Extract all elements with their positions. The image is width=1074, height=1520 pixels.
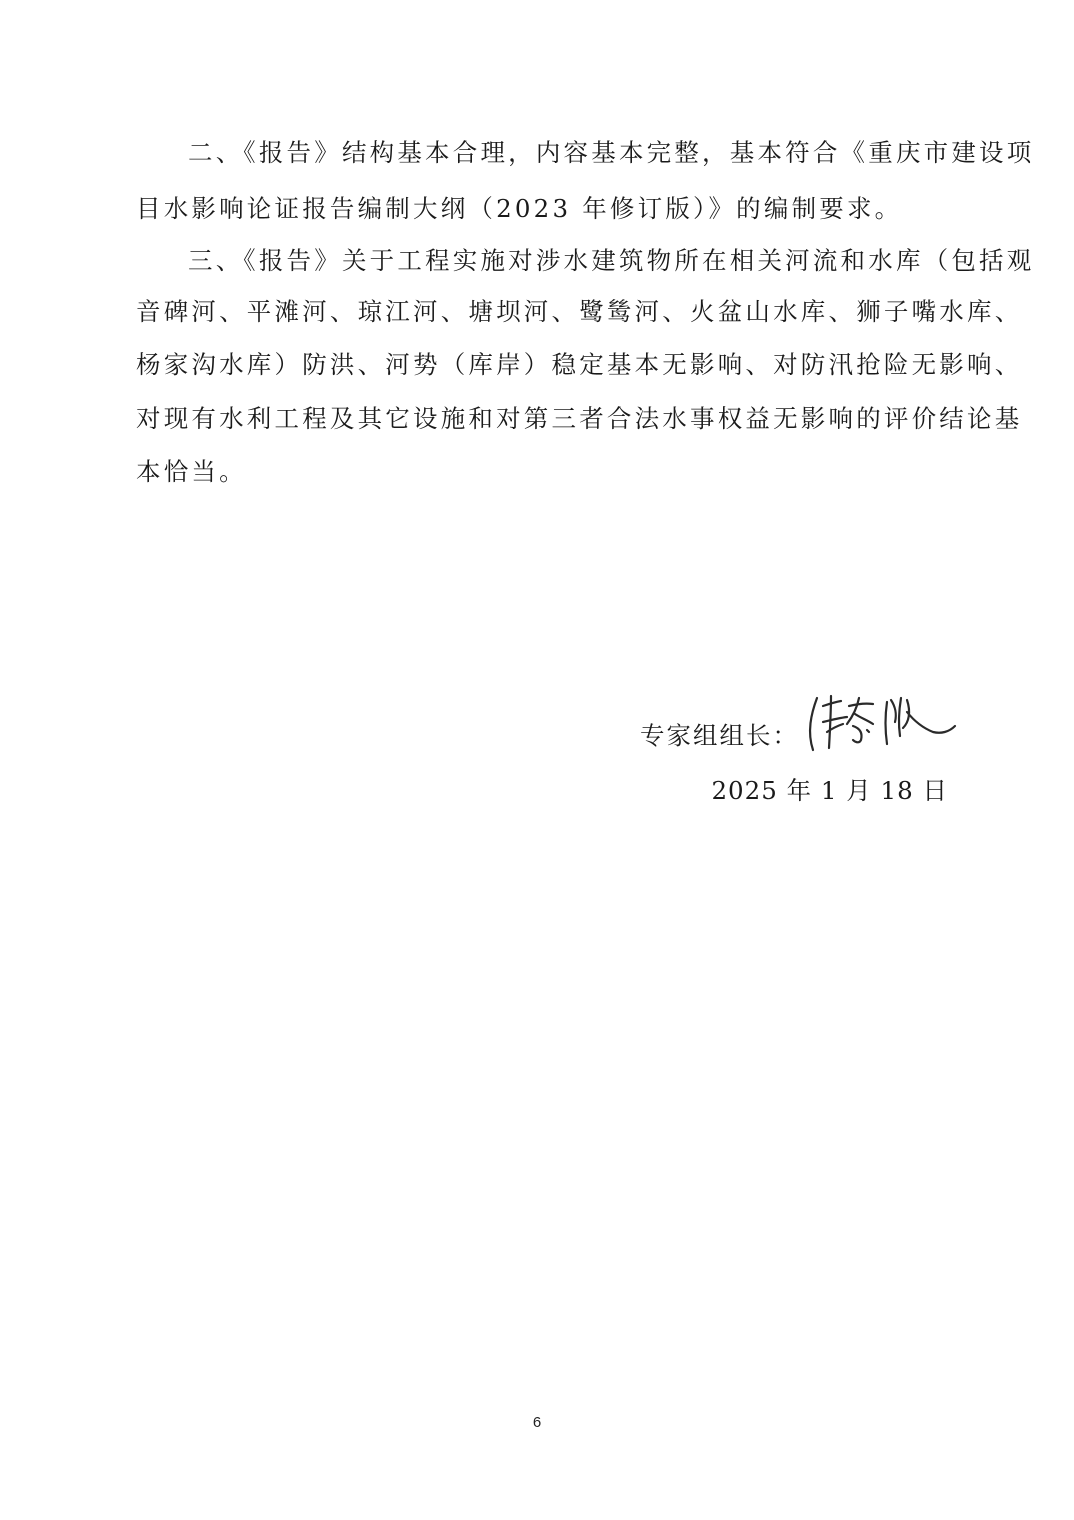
paragraph-3-line-1: 三、《报告》关于工程实施对涉水建筑物所在相关河流和水库（包括观 (188, 246, 1035, 275)
paragraph-3-line-2: 音碑河、平滩河、琼江河、塘坝河、鹭鸶河、火盆山水库、狮子嘴水库、 (136, 297, 1023, 326)
paragraph-3-line-3: 杨家沟水库）防洪、河势（库岸）稳定基本无影响、对防汛抢险无影响、 (136, 350, 1023, 379)
paragraph-2-line-2: 目水影响论证报告编制大纲（2023 年修订版）》的编制要求。 (136, 194, 903, 223)
paragraph-3-line-5: 本恰当。 (136, 457, 247, 486)
signature-label: 专家组组长： (640, 720, 799, 750)
signature-date: 2025 年 1 月 18 日 (711, 776, 948, 805)
page-number: 6 (532, 1414, 542, 1431)
handwritten-signature (803, 692, 963, 762)
paragraph-2-line-1: 二、《报告》结构基本合理，内容基本完整，基本符合《重庆市建设项 (188, 138, 1035, 167)
paragraph-3-line-4: 对现有水利工程及其它设施和对第三者合法水事权益无影响的评价结论基 (136, 404, 1023, 433)
signature-row (640, 714, 963, 754)
